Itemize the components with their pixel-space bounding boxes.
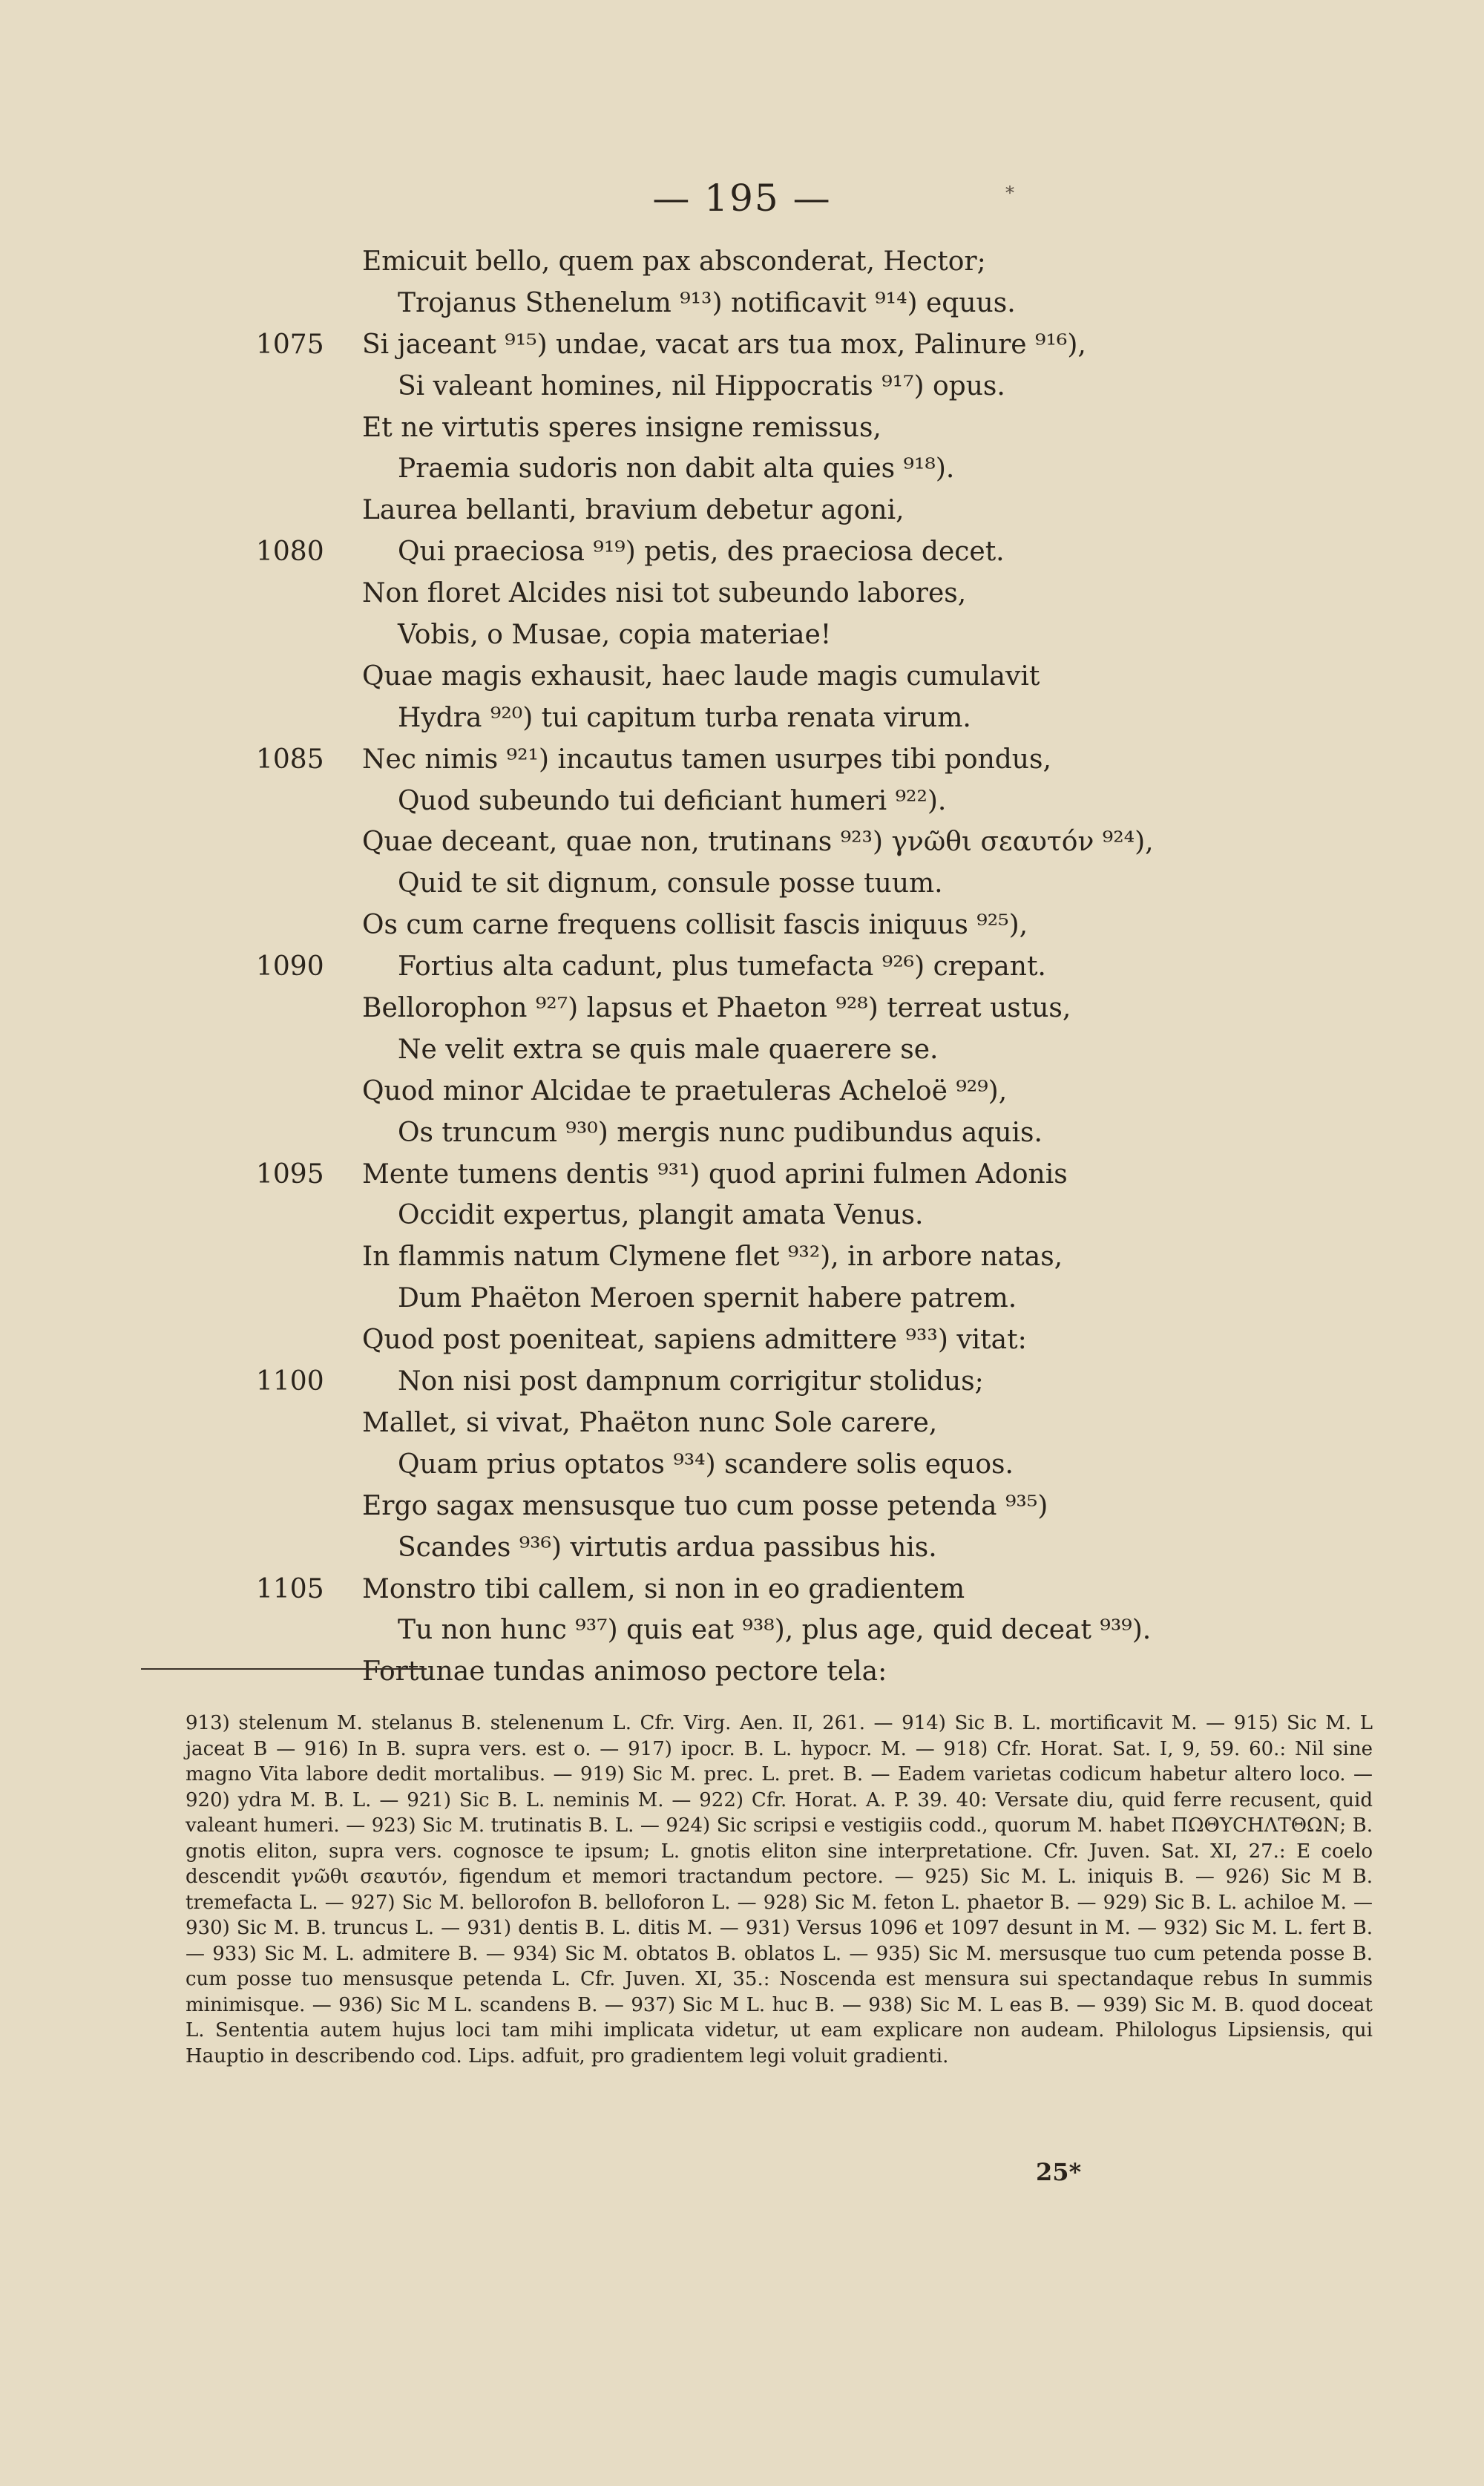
verse-text: Quae magis exhausit, haec laude magis cumulavit: [362, 660, 1040, 692]
verse-line: [0, 905, 1484, 946]
verse-text: Quod minor Alcidae te praetuleras Acheloë ⁹²⁹),: [362, 1075, 1008, 1106]
verse-text: Occidit expertus, plangit amata Venus.: [398, 1200, 924, 1231]
verse-line: [0, 324, 1484, 366]
line-number: 1080: [256, 537, 324, 568]
verse-line: [0, 698, 1484, 739]
signature-mark: 25*: [1036, 2158, 1082, 2186]
verse-text: Hydra ⁹²⁰) tui capitum turba renata virum.: [398, 702, 971, 733]
verse-line: [0, 366, 1484, 407]
verse-line: [0, 1195, 1484, 1236]
verse-line: [0, 1071, 1484, 1112]
verse-block: [0, 241, 1484, 1693]
verse-line: [0, 1278, 1484, 1319]
verse-text: In flammis natum Clymene flet ⁹³²), in arbore natas,: [362, 1242, 1063, 1273]
verse-line: [0, 241, 1484, 283]
line-number: 1095: [256, 1158, 324, 1190]
verse-text: Scandes ⁹³⁶) virtutis ardua passibus his.: [398, 1532, 937, 1563]
verse-line: [0, 531, 1484, 573]
verse-line: [0, 1029, 1484, 1071]
verse-text: Et ne virtutis speres insigne remissus,: [362, 412, 881, 443]
verse-text: Dum Phaëton Meroen spernit habere patrem.: [398, 1283, 1017, 1314]
verse-line: [0, 614, 1484, 656]
line-number: 1075: [256, 329, 324, 360]
verse-line: [0, 573, 1484, 614]
verse-text: Os cum carne frequens collisit fascis iniquus ⁹²⁵),: [362, 910, 1028, 941]
verse-text: Quod subeundo tui deficiant humeri ⁹²²).: [398, 785, 947, 816]
verse-line: [0, 407, 1484, 449]
verse-text: Quod post poeniteat, sapiens admittere ⁹³³) vitat:: [362, 1325, 1027, 1356]
verse-text: Tu non hunc ⁹³⁷) quis eat ⁹³⁸), plus age, quid deceat ⁹³⁹).: [398, 1615, 1152, 1646]
verse-text: Laurea bellanti, bravium debetur agoni,: [362, 495, 904, 526]
verse-line: [0, 283, 1484, 324]
verse-line: [0, 781, 1484, 822]
verse-line: [0, 946, 1484, 988]
verse-text: Non floret Alcides nisi tot subeundo labores,: [362, 578, 967, 609]
verse-line: [0, 739, 1484, 781]
verse-line: [0, 988, 1484, 1029]
verse-line: [0, 490, 1484, 531]
verse-text: Ne velit extra se quis male quaerere se.: [398, 1034, 939, 1065]
verse-line: [0, 1444, 1484, 1486]
verse-line: [0, 1154, 1484, 1196]
verse-line: [0, 1361, 1484, 1403]
verse-line: [0, 1527, 1484, 1569]
verse-text: Fortius alta cadunt, plus tumefacta ⁹²⁶) crepant.: [398, 951, 1046, 983]
verse-line: [0, 1236, 1484, 1278]
footnote-text: 913) stelenum M. stelanus B. stelenenum L. Cfr. Virg. Aen. II, 261. — 914) Sic B. L. mortificavit M. — 915) Sic M. L jaceat B — 916) In B. supra vers. est o. — 917) ipocr. B. L. hypocr. M. — 918) Cfr. Horat. Sat. I, 9, 59. 60.: Nil sine magno Vita labore dedit mortalibus. — 919) Sic M. prec. L. pret. B. — Eadem varietas codicum habetur altero loco. — 920) ydra M. B. L. — 921) Sic B. L. neminis M. — 922) Cfr. Horat. A. P. 39. 40: Versate diu, quid ferre recusent, quid valeant humeri. — 923) Sic M. trutinatis B. L. — 924) Sic scripsi e vestigiis codd., quorum M. habet ΠΩΘΥCΗΛΤΘΩΝ; B. gnotis eliton, supra vers. cognosce te ipsum; L. gnotis eliton sine interpretatione. Cfr. Juven. Sat. XI, 27.: E coelo descendit γνῶθι σεαυτόν, figendum et memori tractandum pectore. — 925) Sic M. L. iniquis B. — 926) Sic M B. tremefacta L. — 927) Sic M. bellorofon B. belloforon L. — 928) Sic M. feton L. phaetor B. — 929) Sic B. L. achiloe M. — 930) Sic M. B. truncus L. — 931) dentis B. L. ditis M. — 931) Versus 1096 et 1097 desunt in M. — 932) Sic M. L. fert B. — 933) Sic M. L. admitere B. — 934) Sic M. obtatos B. oblatos L. — 935) Sic M. mersusque tuo cum petenda posse B. cum posse tuo mensusque petenda L. Cfr. Juven. XI, 35.: Noscenda est mensura sui spectandaque rebus In summis minimisque. — 936) Sic M L. scandens B. — 937) Sic M L. huc B. — 938) Sic M. L eas B. — 939) Sic M. B. quod doceat L. Sententia autem hujus loci tam mihi implicata videtur, ut eam explicare non audeam. Philologus Lipsiensis, qui Hauptio in describendo cod. Lips. adfuit, pro gradientem legi voluit gradienti.: [186, 1712, 1373, 2067]
verse-text: Trojanus Sthenelum ⁹¹³) notificavit ⁹¹⁴) equus.: [398, 287, 1016, 318]
verse-text: Vobis, o Musae, copia materiae!: [398, 620, 832, 651]
line-number: 1100: [256, 1366, 324, 1397]
verse-text: Non nisi post dampnum corrigitur stolidus;: [398, 1366, 984, 1397]
verse-text: Monstro tibi callem, si non in eo gradientem: [362, 1573, 965, 1604]
verse-text: Si jaceant ⁹¹⁵) undae, vacat ars tua mox, Palinure ⁹¹⁶),: [362, 329, 1086, 360]
verse-line: [0, 448, 1484, 490]
verse-text: Si valeant homines, nil Hippocratis ⁹¹⁷) opus.: [398, 370, 1005, 401]
page-number: — 195 —: [652, 177, 832, 220]
verse-text: Mente tumens dentis ⁹³¹) quod aprini fulmen Adonis: [362, 1158, 1068, 1190]
verse-text: Nec nimis ⁹²¹) incautus tamen usurpes tibi pondus,: [362, 744, 1051, 775]
verse-line: [0, 1610, 1484, 1651]
verse-text: Ergo sagax mensusque tuo cum posse petenda ⁹³⁵): [362, 1490, 1048, 1521]
line-number: 1090: [256, 951, 324, 983]
line-number: 1085: [256, 744, 324, 775]
verse-text: Os truncum ⁹³⁰) mergis nunc pudibundus aquis.: [398, 1117, 1043, 1148]
footnotes: [186, 1711, 1373, 2069]
verse-text: Qui praeciosa ⁹¹⁹) petis, des praeciosa decet.: [398, 537, 1005, 568]
printer-mark-icon: *: [1005, 183, 1014, 203]
verse-text: Quam prius optatos ⁹³⁴) scandere solis equos.: [398, 1449, 1014, 1480]
verse-text: Quae deceant, quae non, trutinans ⁹²³) γνῶθι σεαυτόν ⁹²⁴),: [362, 827, 1154, 858]
verse-line: [0, 863, 1484, 905]
verse-line: [0, 1319, 1484, 1361]
verse-line: [0, 1651, 1484, 1693]
verse-text: Fortunae tundas animoso pectore tela:: [362, 1656, 887, 1688]
verse-line: [0, 1486, 1484, 1527]
verse-line: [0, 656, 1484, 698]
verse-line: [0, 1569, 1484, 1610]
verse-line: [0, 1112, 1484, 1154]
verse-text: Praemia sudoris non dabit alta quies ⁹¹⁸).: [398, 453, 955, 485]
verse-text: Emicuit bello, quem pax absconderat, Hector;: [362, 246, 986, 277]
line-number: 1105: [256, 1573, 324, 1604]
verse-line: [0, 821, 1484, 863]
footnote-divider: [141, 1668, 427, 1670]
verse-text: Quid te sit dignum, consule posse tuum.: [398, 868, 943, 899]
verse-text: Bellorophon ⁹²⁷) lapsus et Phaeton ⁹²⁸) terreat ustus,: [362, 993, 1071, 1024]
verse-text: Mallet, si vivat, Phaëton nunc Sole carere,: [362, 1407, 938, 1438]
verse-line: [0, 1403, 1484, 1444]
